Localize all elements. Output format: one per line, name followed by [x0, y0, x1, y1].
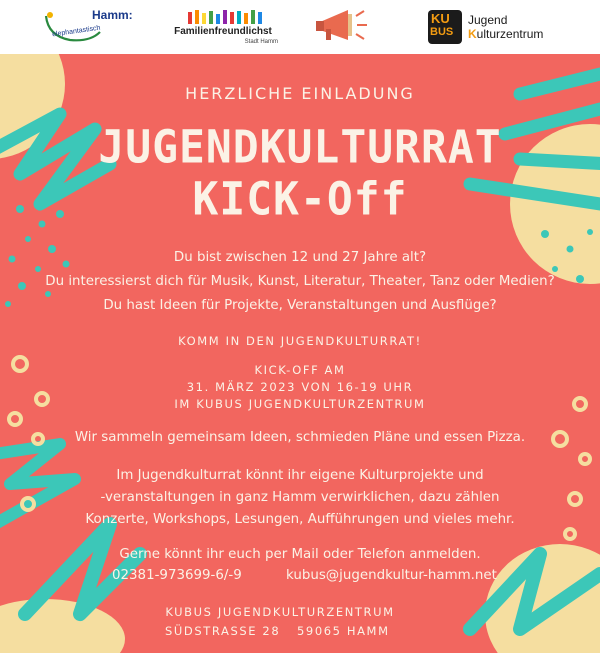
kubus-line2-rest: ulturzentrum: [476, 27, 544, 41]
pizza-sentence: Wir sammeln gemeinsam Ideen, schmieden Pläne und essen Pizza.: [74, 430, 526, 445]
event-line-1: KICK-OFF AM: [254, 363, 346, 377]
details-line-2: -veranstaltungen in ganz Hamm verwirklichen, dazu zählen: [100, 490, 500, 505]
contact-phone[interactable]: 02381-973699-6/-9: [112, 568, 242, 583]
kubus-line2-accent: K: [468, 27, 477, 41]
event-line-3: IM KUBUS JUGENDKULTURZENTRUM: [174, 397, 426, 411]
intro-line-3: Du hast Ideen für Projekte, Veranstaltungen und Ausflüge?: [103, 298, 497, 313]
call-to-action: KOMM IN DEN JUGENDKULTURRAT!: [178, 334, 422, 348]
family-sub: Stadt Hamm: [244, 39, 278, 45]
contact-text: Gerne könnt ihr euch per Mail oder Telefon anmelden.: [119, 547, 481, 562]
page-subtitle: KICK-Off: [192, 173, 408, 227]
family-figures-icon: [186, 8, 266, 24]
megaphone-icon: [312, 6, 374, 48]
page-title: JUGENDKULTURRAT: [98, 121, 502, 175]
kubus-line1: Jugend: [468, 13, 508, 27]
contact-email[interactable]: kubus@jugendkultur-hamm.net: [286, 568, 497, 583]
elephantastisch-city: Hamm:: [92, 8, 133, 22]
elephantastisch-logo: [40, 6, 140, 48]
address-city: 59065 HAMM: [297, 624, 390, 638]
megaphone-logo: [312, 6, 374, 48]
kubus-logo: [428, 6, 578, 48]
details-line-3: Konzerte, Workshops, Lesungen, Aufführungen und vieles mehr.: [85, 512, 515, 527]
address-street: SÜDSTRASSE 28: [165, 624, 281, 638]
intro-line-2: Du interessierst dich für Musik, Kunst, Literatur, Theater, Tanz oder Medien?: [45, 274, 555, 289]
logo-bar: [0, 0, 600, 54]
kubus-letters-bottom: BUS: [430, 26, 454, 38]
intro-line-1: Du bist zwischen 12 und 27 Jahre alt?: [173, 250, 427, 265]
elephantastisch-text: elephantastisch: [51, 24, 101, 39]
kubus-letters-top: KU: [431, 11, 450, 26]
details-line-1: Im Jugendkulturrat könnt ihr eigene Kulturprojekte und: [116, 468, 484, 483]
familienfreundlichst-logo: [168, 6, 278, 48]
event-line-2: 31. MÄRZ 2023 VON 16-19 UHR: [186, 380, 414, 394]
address-line-1: KUBUS JUGENDKULTURZENTRUM: [165, 605, 395, 619]
kicker: HERZLICHE EINLADUNG: [185, 84, 415, 103]
kubus-cube-icon: [428, 10, 462, 44]
family-title: Familienfreundlichst: [174, 26, 272, 37]
